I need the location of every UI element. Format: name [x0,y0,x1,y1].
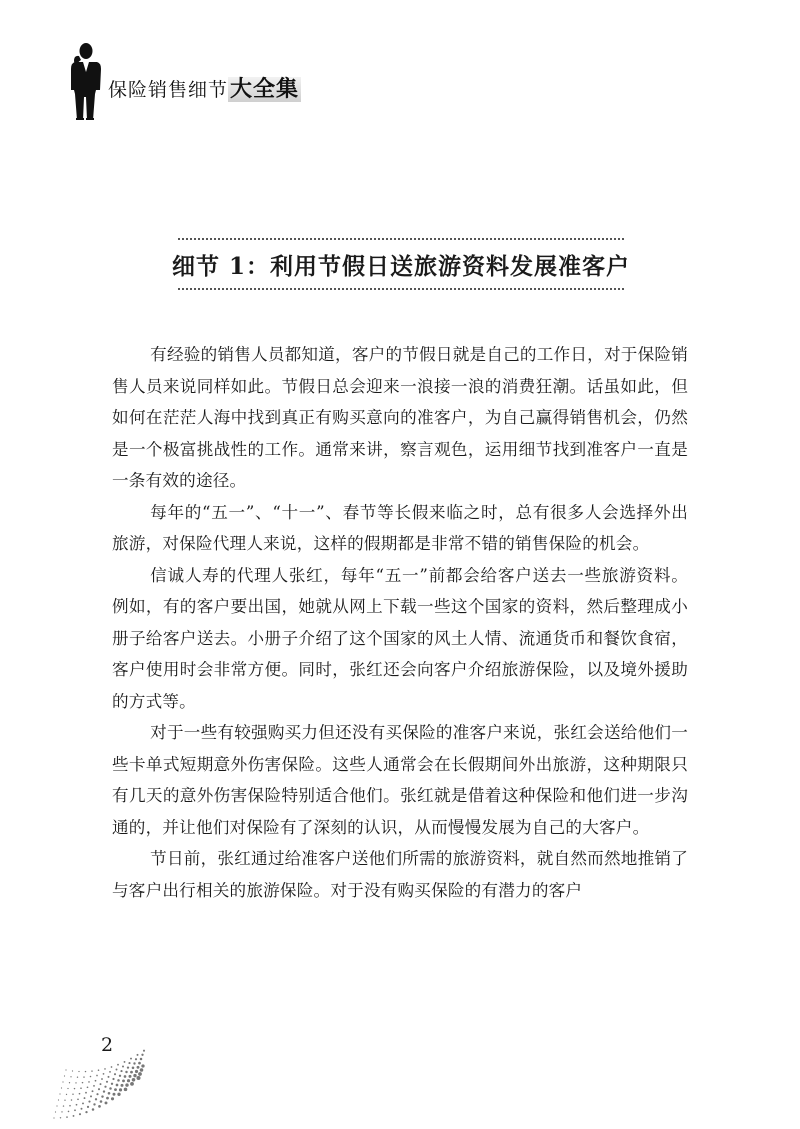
halftone-dot [143,1050,145,1052]
halftone-dot [93,1103,95,1105]
halftone-dot [111,1083,113,1085]
halftone-dot [64,1100,65,1101]
halftone-dot [119,1088,122,1091]
halftone-dot [80,1087,82,1089]
halftone-dot [58,1099,59,1100]
page-number: 2 [101,1034,114,1056]
halftone-dot [117,1079,120,1082]
halftone-dot [124,1075,127,1078]
halftone-dot [59,1093,60,1094]
halftone-dot [78,1071,79,1072]
series-title-main: 保险销售细节 [108,79,229,101]
halftone-dot [84,1097,86,1099]
halftone-dot [73,1115,75,1117]
halftone-dot [109,1087,112,1090]
halftone-dot [138,1072,142,1076]
halftone-dot [137,1054,139,1056]
halftone-dot [93,1085,95,1087]
halftone-dot [112,1078,114,1080]
halftone-dot [109,1071,111,1073]
halftone-dot [105,1101,108,1104]
halftone-dot [88,1081,90,1083]
halftone-dot [124,1088,128,1092]
halftone-dot [116,1084,119,1087]
halftone-dot [132,1078,136,1082]
businessman-silhouette-icon [62,42,108,120]
halftone-dot [138,1062,141,1065]
halftone-dot [130,1082,134,1086]
halftone-dot [135,1058,137,1060]
paragraph: 对于一些有较强购买力但还没有买保险的准客户来说，张红会送给他们一些卡单式短期意外伤害保险。这些人通常会在长假期间外出旅游，这种期限只有几天的意外伤害保险特别适合他们。张红就是借着这种保险和他们进一步沟通的，并让他们对保险有了深刻的认识，从而慢慢发展为自己的大客户。 [112,723,688,837]
paragraph: 节日前，张红通过给准客户送他们所需的旅游资料，就自然而然地推销了与客户出行相关的旅游保险。对于没有购买保险的有潜力的客户 [112,849,688,900]
halftone-dot [96,1075,98,1077]
halftone-dot [125,1071,127,1073]
halftone-dot [95,1098,97,1100]
halftone-dot [79,1113,81,1115]
halftone-dot [100,1100,103,1103]
halftone-dot [100,1083,102,1085]
halftone-dot [85,1111,87,1113]
halftone-dot [130,1071,133,1074]
halftone-dot [69,1082,70,1083]
halftone-dot [62,1081,63,1082]
halftone-dot [82,1102,84,1104]
halftone-dot [60,1117,61,1118]
halftone-dot [101,1078,103,1080]
halftone-dot [132,1067,135,1070]
halftone-dot [128,1062,130,1064]
halftone-dot [87,1086,89,1088]
halftone-dot [122,1079,125,1082]
halftone-dot [61,1111,62,1112]
halftone-dot [137,1066,140,1069]
halftone-dot [72,1094,73,1095]
halftone-dot [91,1070,92,1071]
halftone-dot [61,1087,62,1088]
halftone-dot [130,1058,132,1060]
halftone-dot [114,1073,116,1075]
halftone-dot [120,1070,122,1072]
halftone-dot [140,1068,144,1072]
halftone-dot [87,1106,89,1108]
halftone-dot [133,1062,135,1064]
halftone-dot [71,1099,73,1101]
halftone-dot [69,1105,71,1107]
halftone-dot [90,1076,92,1078]
halftone-dot [111,1097,114,1100]
halftone-dot [103,1073,105,1075]
series-title [108,72,301,103]
halftone-dot [70,1076,71,1077]
halftone-dot [101,1095,103,1097]
halftone-dot [90,1095,92,1097]
halftone-dot [82,1082,84,1084]
halftone-dot [79,1093,81,1095]
halftone-dot [122,1066,124,1068]
halftone-dot [55,1111,56,1112]
halftone-dot [141,1064,144,1067]
halftone-dot [124,1061,126,1063]
halftone-dot [75,1082,76,1083]
halftone-dot [76,1104,78,1106]
halftone-dot [108,1092,111,1095]
halftone-dot [127,1066,129,1068]
halftone-dot [98,1088,100,1090]
halftone-dot [141,1054,143,1056]
halftone-dot [137,1076,141,1080]
halftone-dot [103,1090,105,1092]
body-text [112,339,688,906]
halftone-dot [95,1080,97,1082]
section-heading-text: 细节 1：利用节假日送旅游资料发展准客户 [172,252,631,280]
halftone-dot [92,1108,95,1111]
halftone-dot [117,1064,119,1066]
halftone-dot [88,1101,90,1103]
halftone-dot [119,1075,121,1077]
paragraph: 有经验的销售人员都知道，客户的节假日就是自己的工作日，对于保险销售人员来说同样如此。节假日总会迎来一浪接一浪的消费狂潮。话虽如此，但如何在茫茫人海中找到真正有购买意向的准客户，为自己赢得销售机会，仍然是一个极富挑战性的工作。通常来讲，察言观色，运用细节找到准客户一直是一条有效的途径。 [112,345,688,490]
halftone-dot [135,1070,138,1073]
halftone-dot [98,1105,101,1108]
halftone-dot [140,1058,143,1061]
halftone-dot [113,1093,116,1096]
halftone-dot [66,1116,68,1118]
halftone-dot [77,1098,79,1100]
section-heading [172,238,631,290]
halftone-dot [56,1105,57,1106]
halftone-dot [133,1074,136,1077]
halftone-dot [68,1111,70,1113]
halftone-dot [106,1081,108,1083]
halftone-dot [72,1070,73,1071]
series-title-emphasis: 大全集 [230,77,300,102]
halftone-dot [111,1066,113,1068]
halftone-dot [74,1109,76,1111]
halftone-dot [104,1068,106,1070]
halftone-dot [66,1094,67,1095]
halftone-dot [92,1090,94,1092]
halftone-dot [67,1088,68,1089]
halftone-dot [117,1093,120,1096]
halftone-dot [81,1108,83,1110]
halftone-dot [125,1083,128,1086]
halftone-dot [106,1097,109,1100]
paragraph: 信诚人寿的代理人张红，每年“五一”前都会给客户送去一些旅游资料。例如，有的客户要出国，她就从网上下载一些这个国家的资料，然后整理成小册子给客户送去。小册子介绍了这个国家的风土人情、流通货币和餐饮食宿，客户使用时会非常方便。同时，张红还会向客户介绍旅游保险，以及境外援助的方式等。 [112,565,688,711]
halftone-dot [108,1076,110,1078]
halftone-dot [127,1079,130,1082]
halftone-corner-decoration [50,1040,146,1126]
halftone-dot [63,1105,64,1106]
halftone-dot [85,1092,87,1094]
halftone-dot [116,1069,118,1071]
paragraph: 每年的“五一”、“十一”、春节等长假来临之时，总有很多人会选择外出旅游，对保险代理人来说，这样的假期都是非常不错的销售保险的机会。 [112,502,688,553]
halftone-dot [74,1088,75,1089]
running-header [62,42,382,122]
halftone-dot [85,1071,86,1072]
halftone-dot [104,1086,106,1088]
halftone-dot [83,1076,84,1077]
halftone-dot [121,1084,124,1087]
halftone-dot [65,1069,66,1070]
halftone-dot [114,1088,117,1091]
halftone-dot [64,1075,65,1076]
halftone-dot [96,1093,98,1095]
halftone-dot [129,1075,132,1078]
halftone-dot [77,1077,78,1078]
halftone-dot [98,1069,100,1071]
halftone-dot [53,1117,54,1118]
